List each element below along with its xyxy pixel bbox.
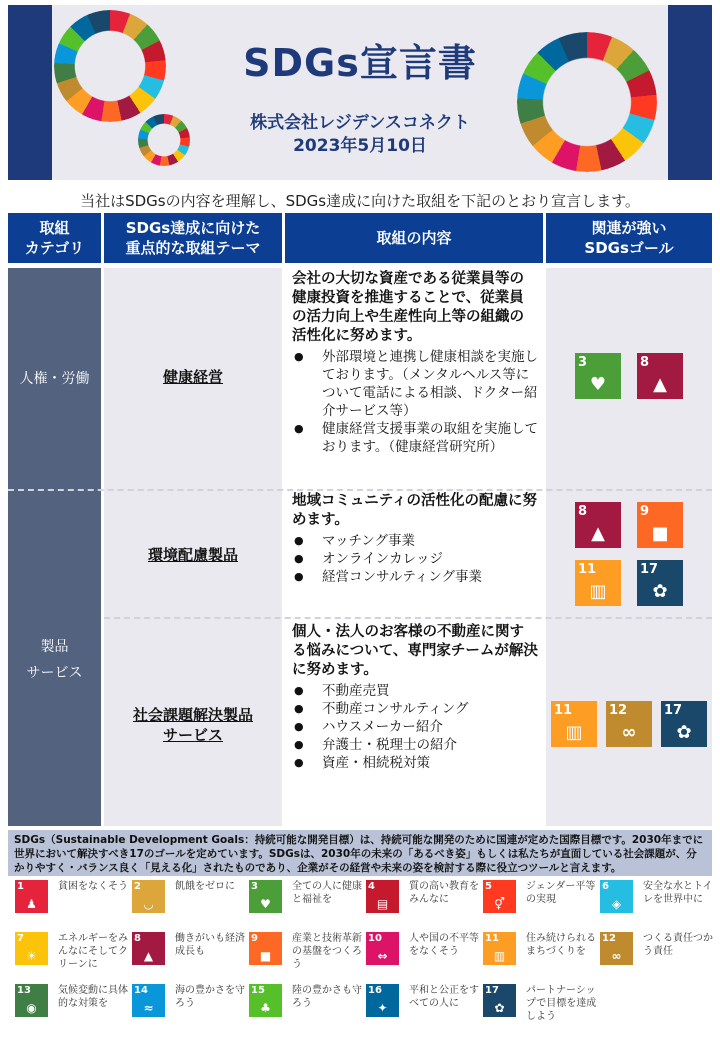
bullet-item: ● ハウスメーカー紹介 (292, 718, 538, 736)
theme-label: 環境配慮製品 (147, 546, 238, 564)
goal-legend-item (249, 880, 367, 926)
company-name: 株式会社レジデンスコネクト (250, 113, 470, 133)
goal-legend-label: 陸の豊かさも守ろう (292, 985, 362, 1009)
goal-legend-item (483, 880, 601, 926)
sdg-goal-15-icon (249, 984, 282, 1017)
sdg-goal-14-icon (132, 984, 165, 1017)
page-title: SDGs宣言書 (243, 41, 477, 85)
goal-legend-label: エネルギーをみんなにそしてクリーンに (58, 933, 128, 970)
sdg-goal-9-icon (249, 932, 282, 965)
goal-legend-item (366, 880, 484, 926)
sdg-goal-11-icon (483, 932, 516, 965)
sun-icon: ☀ (26, 949, 37, 963)
eye-icon: ◉ (26, 1001, 37, 1015)
goal-legend-label: 平和と公正をすべての人に (409, 985, 479, 1009)
goal-number: 10 (368, 933, 382, 944)
sdg-goal-10-icon (366, 932, 399, 965)
goal-legend-item (15, 932, 133, 978)
goal-legend-item (483, 984, 601, 1030)
goal-legend-label: 産業と技術革新の基盤をつくろう (292, 933, 362, 970)
sdg-goal-8-icon: 8 ▲ (637, 353, 683, 399)
goal-legend-label: 海の豊かさを守ろう (175, 985, 245, 1009)
content-lead: 個人・法人のお客様の不動産に関する悩みについて、専門家チームが解決に努めます。 (292, 624, 538, 678)
goal-legend-label: ジェンダー平等の実現 (526, 881, 596, 905)
bullet-item: ● 外部環境と連携し健康相談を実施しております。（メンタルヘルス等について電話による相談、ドクター紹介サービス等） (292, 348, 538, 420)
goal-legend-item (366, 984, 484, 1030)
sdg-goal-12-icon: 12 ∞ (606, 701, 652, 747)
sdg-goal-13-icon (15, 984, 48, 1017)
gender-icon: ⚥ (494, 897, 505, 911)
cubes-icon: ■ (259, 949, 272, 963)
header-category-label: 取組 カテゴリ (24, 219, 85, 257)
bullet-item: ● 経営コンサルティング事業 (292, 568, 538, 586)
goal-legend-label: 全ての人に健康と福祉を (292, 881, 362, 905)
goal-legend-label: 人や国の不平等をなくそう (409, 933, 479, 957)
content-lead: 地域コミュニティの活性化の配慮に努めます。 (292, 493, 538, 528)
sdg-goal-1-icon (15, 880, 48, 913)
category-label: 人権・労働 (19, 371, 90, 387)
sdg-goal-17-icon: 17 ✿ (661, 701, 707, 747)
header-goals (546, 213, 712, 263)
goal-legend-item (15, 984, 133, 1030)
goal-number: 12 (602, 933, 616, 944)
goal-legend-label: 住み続けられるまちづくりを (526, 933, 596, 957)
goal-number: 15 (251, 985, 265, 996)
goal-legend-label: 質の高い教育をみんなに (409, 881, 479, 905)
header-category (8, 213, 101, 263)
content-block (292, 270, 538, 456)
category-label: 製品 サービス (26, 639, 83, 681)
category-column (8, 268, 101, 826)
goal-legend-label: パートナーシップで目標を達成しよう (526, 985, 597, 1022)
header-right-bar (668, 5, 712, 180)
book-icon: ▤ (376, 897, 389, 911)
sdg-goal-6-icon (600, 880, 633, 913)
goal-number: 1 (17, 881, 24, 892)
goal-legend-item (366, 932, 484, 978)
goal-number: 3 (251, 881, 258, 892)
sdg-goal-9-icon: 9 ■ (637, 502, 683, 548)
goal-legend-item (15, 880, 133, 926)
sdg-goal-7-icon (15, 932, 48, 965)
goal-number: 17 (485, 985, 499, 996)
goal-legend-item (132, 880, 250, 926)
tree-icon: ♣ (260, 1001, 271, 1015)
sdgs-definition: SDGs（Sustainable Development Goals：持続可能な開発目標）は、持続可能な開発のために国連が定めた国際目標です。2030年までに世界において解決すべき17のゴールを定めています。SDGsは、2030年の未来の「あるべき姿」もしくは私たちが直面している社会課題が、分かりやすく・バランス良く「見える化」されたものであり、企業がその経営や未来の姿を検討する際に役立つツールと言えます。 (8, 830, 712, 876)
sdg-goal-2-icon (132, 880, 165, 913)
sdg-goal-3-icon: 3 ♥ (575, 353, 621, 399)
sdg-goal-8-icon: 8 ▲ (575, 502, 621, 548)
goal-number: 13 (17, 985, 31, 996)
header-content-label: 取組の内容 (376, 229, 452, 247)
people-icon: ♟ (26, 897, 37, 911)
bullet-item: ● 不動産コンサルティング (292, 700, 538, 718)
goal-legend-label: 気候変動に具体的な対策を (58, 985, 128, 1009)
goal-legend-label: つくる責任つかう責任 (643, 933, 713, 957)
sdg-goal-5-icon (483, 880, 516, 913)
intro-text: 当社はSDGsの内容を理解し、SDGs達成に向けた取組を下記のとおり宣言します。 (80, 192, 640, 210)
header-theme (104, 213, 282, 263)
sdg-goal-12-icon (600, 932, 633, 965)
content-block (292, 492, 538, 586)
goal-number: 5 (485, 881, 492, 892)
goal-legend-label: 飢餓をゼロに (175, 881, 235, 892)
goal-legend-item (132, 984, 250, 1030)
sdg-goal-11-icon: 11 ▥ (551, 701, 597, 747)
theme-label: 健康経営 (162, 368, 223, 386)
growth-icon: ▲ (143, 949, 154, 963)
bullet-item: ● 健康経営支援事業の取組を実施しております。（健康経営研究所） (292, 420, 538, 456)
bullet-item: ● 資産・相続税対策 (292, 754, 538, 772)
header-content (285, 213, 543, 263)
bullet-item: ● 弁護士・税理士の紹介 (292, 736, 538, 754)
goal-number: 8 (134, 933, 141, 944)
dove-icon: ✦ (377, 1001, 388, 1015)
sdg-goal-11-icon: 11 ▥ (575, 560, 621, 606)
header-theme-label: SDGs達成に向けた 重点的な取組テーマ (125, 219, 261, 257)
sdg-goal-17-icon (483, 984, 516, 1017)
header-left-bar (8, 5, 52, 180)
goal-number: 2 (134, 881, 141, 892)
sdg-goal-17-icon: 17 ✿ (637, 560, 683, 606)
goal-legend-item (249, 984, 367, 1030)
goal-number: 7 (17, 933, 24, 944)
sdg-goal-4-icon (366, 880, 399, 913)
goal-legend-item (249, 932, 367, 978)
content-block (292, 623, 538, 772)
rings-icon: ✿ (494, 1001, 505, 1015)
goal-legend-label: 貧困をなくそう (58, 881, 128, 892)
content-lead: 会社の大切な資産である従業員等の健康投資を推進することで、従業員の活力向上や生産性向上等の組織の活性化に努めます。 (292, 271, 524, 344)
goal-number: 4 (368, 881, 375, 892)
bullet-item: ● 不動産売買 (292, 682, 538, 700)
sdg-goal-8-icon (132, 932, 165, 965)
goal-legend-item (600, 932, 718, 978)
goal-number: 6 (602, 881, 609, 892)
goal-number: 11 (485, 933, 499, 944)
theme-label: 社会課題解決製品 サービス (132, 706, 253, 744)
water-icon: ◈ (611, 897, 622, 911)
sdg-goal-3-icon (249, 880, 282, 913)
goal-legend-item (483, 932, 601, 978)
infinity-icon: ∞ (611, 949, 622, 963)
declaration-date: 2023年5月10日 (293, 136, 427, 156)
city-icon: ▥ (493, 949, 506, 963)
fish-icon: ≈ (143, 1001, 154, 1015)
goal-number: 14 (134, 985, 148, 996)
header-goals-label: 関連が強い SDGsゴール (584, 219, 674, 257)
row-divider (104, 617, 712, 619)
heartbeat-icon: ♥ (260, 897, 271, 911)
equal-icon: ⇔ (377, 949, 388, 963)
goal-number: 16 (368, 985, 382, 996)
goal-legend-label: 安全な水とトイレを世界中に (643, 881, 713, 905)
sdg-goal-16-icon (366, 984, 399, 1017)
bullet-item: ● マッチング事業 (292, 532, 538, 550)
row-divider (8, 489, 712, 491)
goal-legend-item (132, 932, 250, 978)
goal-legend-label: 働きがいも経済成長も (175, 933, 245, 957)
goal-legend-item (600, 880, 718, 926)
bowl-icon: ◡ (143, 897, 154, 911)
goal-number: 9 (251, 933, 258, 944)
bullet-item: ● オンラインカレッジ (292, 550, 538, 568)
